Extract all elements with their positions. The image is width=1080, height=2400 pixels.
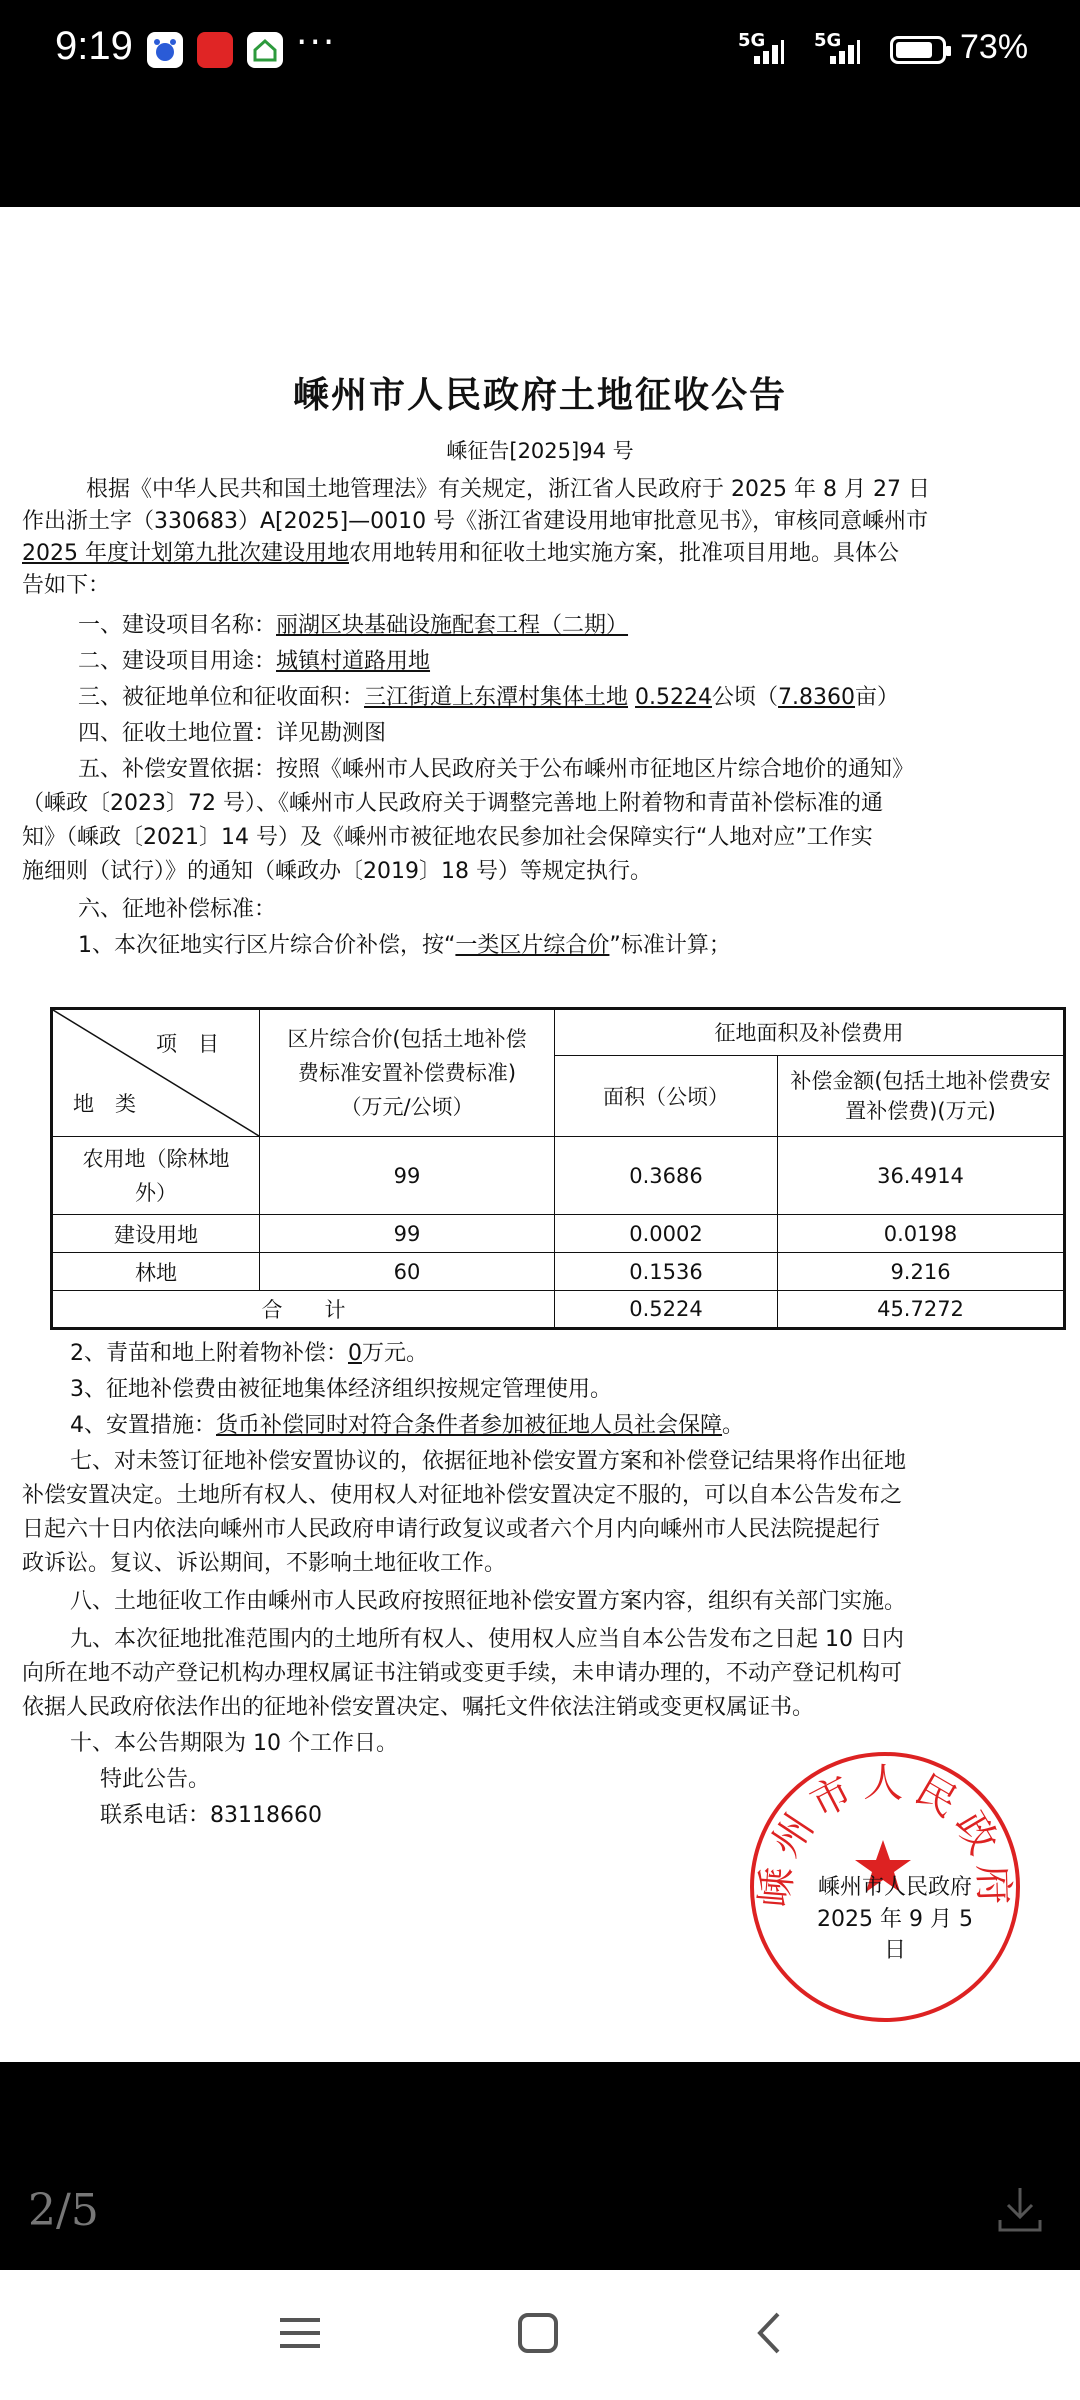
item-6-4-a: 4、安置措施：	[70, 1413, 216, 1438]
item-9-line-2: 向所在地不动产登记机构办理权属证书注销或变更手续，未申请办理的，不动产登记机构可	[22, 1661, 903, 1686]
download-icon[interactable]	[990, 2180, 1050, 2240]
table-corner-header	[52, 1009, 260, 1137]
header-land-type: 地 类	[73, 1092, 136, 1116]
signal-bars-2-icon	[814, 38, 860, 64]
header-price: 区片综合价(包括土地补偿费标准安置补偿费标准)（万元/公顷）	[260, 1009, 555, 1137]
row-1-area: 0.3686	[555, 1137, 778, 1215]
item-6-2-a: 2、青苗和地上附着物补偿：	[70, 1341, 348, 1366]
item-3-hectares: 0.5224	[635, 685, 713, 710]
header-area: 面积（公顷）	[555, 1055, 778, 1136]
header-amount: 补偿金额(包括土地补偿费安置补偿费)(万元)	[778, 1055, 1065, 1136]
item-4: 四、征收土地位置：详见勘测图	[78, 721, 387, 746]
total-area: 0.5224	[555, 1291, 778, 1329]
row-3-amount: 9.216	[778, 1253, 1065, 1291]
compensation-table	[50, 1007, 1066, 1330]
closing-text: 特此公告。	[100, 1767, 211, 1792]
item-6-4-c: 。	[722, 1413, 745, 1438]
document-number: 嵊征告[2025]94 号	[446, 439, 634, 463]
total-amount: 45.7272	[778, 1291, 1065, 1329]
table-row	[52, 1253, 1065, 1291]
signal-bars-1-icon	[738, 38, 784, 64]
item-5-line-2: （嵊政〔2023〕72 号）、《嵊州市人民政府关于调整完善地上附着物和青苗补偿标准的通	[22, 791, 883, 816]
signal-label-1: 5G	[738, 30, 766, 51]
menu-icon[interactable]	[270, 2308, 330, 2358]
item-6-2-c: 万元。	[362, 1341, 429, 1366]
status-bar	[0, 0, 1080, 110]
baidu-app-icon	[147, 32, 183, 68]
header-item: 项 目	[156, 1032, 219, 1056]
item-1	[78, 611, 628, 641]
item-7-line-2: 补偿安置决定。土地所有权人、使用权人对征地补偿安置决定不服的，可以自本公告发布之	[22, 1483, 903, 1508]
more-notifications-icon: ···	[296, 22, 337, 63]
row-2-price: 99	[260, 1215, 555, 1253]
toutiao-app-icon	[197, 32, 233, 68]
seal-arc-text: 嵊州市人民政府	[752, 1760, 1017, 1914]
item-6-1-b: 一类区片综合价	[455, 933, 610, 958]
item-8: 八、土地征收工作由嵊州市人民政府按照征地补偿安置方案内容，组织有关部门实施。	[70, 1589, 907, 1614]
row-2-type: 建设用地	[52, 1215, 260, 1253]
item-3-unit-2: 亩）	[855, 685, 900, 710]
item-6-3: 3、征地补偿费由被征地集体经济组织按规定管理使用。	[70, 1377, 612, 1402]
home-icon[interactable]	[508, 2308, 568, 2358]
item-1-label: 一、建设项目名称：	[78, 613, 277, 638]
row-1-amount: 36.4914	[778, 1137, 1065, 1215]
header-group: 征地面积及补偿费用	[555, 1009, 1065, 1056]
back-icon[interactable]	[740, 2308, 800, 2358]
item-9-line-3: 依据人民政府依法作出的征地补偿安置决定、嘱托文件依法注销或变更权属证书。	[22, 1695, 815, 1720]
item-2-label: 二、建设项目用途：	[78, 649, 277, 674]
item-9-line-1: 九、本次征地批准范围内的土地所有权人、使用权人应当自本公告发布之日起 10 日内	[70, 1627, 904, 1652]
document-page	[0, 207, 1080, 2062]
item-5-line-3: 知》（嵊政〔2021〕14 号）及《嵊州市被征地农民参加社会保障实行“人地对应”工作实	[22, 825, 873, 850]
item-7-line-1: 七、对未签订征地补偿安置协议的，依据征地补偿安置方案和补偿登记结果将作出征地	[70, 1449, 907, 1474]
para-1-line-3	[22, 539, 899, 569]
item-3	[78, 683, 899, 713]
row-3-area: 0.1536	[555, 1253, 778, 1291]
item-3-label: 三、被征地单位和征收面积：	[78, 685, 365, 710]
battery-percent: 73%	[960, 28, 1029, 66]
item-3-mu: 7.8360	[778, 685, 856, 710]
row-2-area: 0.0002	[555, 1215, 778, 1253]
row-1-type: 农用地（除林地外）	[52, 1137, 260, 1215]
item-6-2-b: 0	[348, 1341, 362, 1366]
item-6: 六、征地补偿标准：	[78, 897, 277, 922]
item-1-value: 丽湖区块基础设施配套工程（二期）	[276, 613, 629, 638]
item-2	[78, 647, 430, 677]
row-3-type: 林地	[52, 1253, 260, 1291]
item-3-value: 三江街道上东潭村集体土地	[364, 685, 629, 710]
item-6-4-b: 货币补偿同时对符合条件者参加被征地人员社会保障	[216, 1413, 723, 1438]
seal-date: 2025 年 9 月 5 日	[817, 1907, 973, 1963]
table-row	[52, 1137, 1065, 1215]
table-row	[52, 1215, 1065, 1253]
item-3-unit: 公顷（	[712, 685, 779, 710]
item-2-value: 城镇村道路用地	[276, 649, 431, 674]
navigation-bar	[0, 2270, 1080, 2400]
para-1-line-4: 告如下：	[22, 573, 111, 598]
item-5-line-1: 五、补偿安置依据：按照《嵊州市人民政府关于公布嵊州市征地区片综合地价的通知》	[78, 757, 915, 782]
batch-name: 2025 年度计划第九批次建设用地	[22, 541, 349, 566]
item-5-line-4: 施细则（试行）》的通知（嵊政办〔2019〕18 号）等规定执行。	[22, 859, 652, 884]
row-1-price: 99	[260, 1137, 555, 1215]
status-time: 9:19	[55, 24, 133, 68]
item-10: 十、本公告期限为 10 个工作日。	[70, 1731, 398, 1756]
item-6-4	[70, 1411, 744, 1441]
row-3-price: 60	[260, 1253, 555, 1291]
para-1-line-3-rest: 农用地转用和征收土地实施方案，批准项目用地。具体公	[348, 541, 899, 566]
table-total-row	[52, 1291, 1065, 1329]
seal-organization: 嵊州市人民政府	[817, 1875, 972, 1900]
signal-label-2: 5G	[814, 30, 842, 51]
battery-icon	[890, 36, 946, 64]
total-label: 合 计	[52, 1291, 555, 1329]
item-7-line-4: 政诉讼。复议、诉讼期间，不影响土地征收工作。	[22, 1551, 507, 1576]
item-6-1	[78, 931, 731, 961]
para-1-line-2: 作出浙土字（330683）A[2025]—0010 号《浙江省建设用地审批意见书》，审核同意嵊州市	[22, 509, 929, 534]
official-seal-stamp	[750, 1752, 1020, 2022]
item-7-line-3: 日起六十日内依法向嵊州市人民政府申请行政复议或者六个月内向嵊州市人民法院提起行	[22, 1517, 881, 1542]
home-app-icon	[247, 32, 283, 68]
row-2-amount: 0.0198	[778, 1215, 1065, 1253]
item-6-1-c: ”标准计算；	[609, 933, 731, 958]
contact-phone: 联系电话：83118660	[100, 1803, 322, 1828]
item-6-1-a: 1、本次征地实行区片综合价补偿，按“	[78, 933, 456, 958]
page-indicator: 2/5	[28, 2185, 99, 2236]
item-6-2	[70, 1339, 428, 1369]
document-title: 嵊州市人民政府土地征收公告	[292, 375, 787, 416]
para-1-line-1: 根据《中华人民共和国土地管理法》有关规定，浙江省人民政府于 2025 年 8 月 27 日	[86, 477, 930, 502]
